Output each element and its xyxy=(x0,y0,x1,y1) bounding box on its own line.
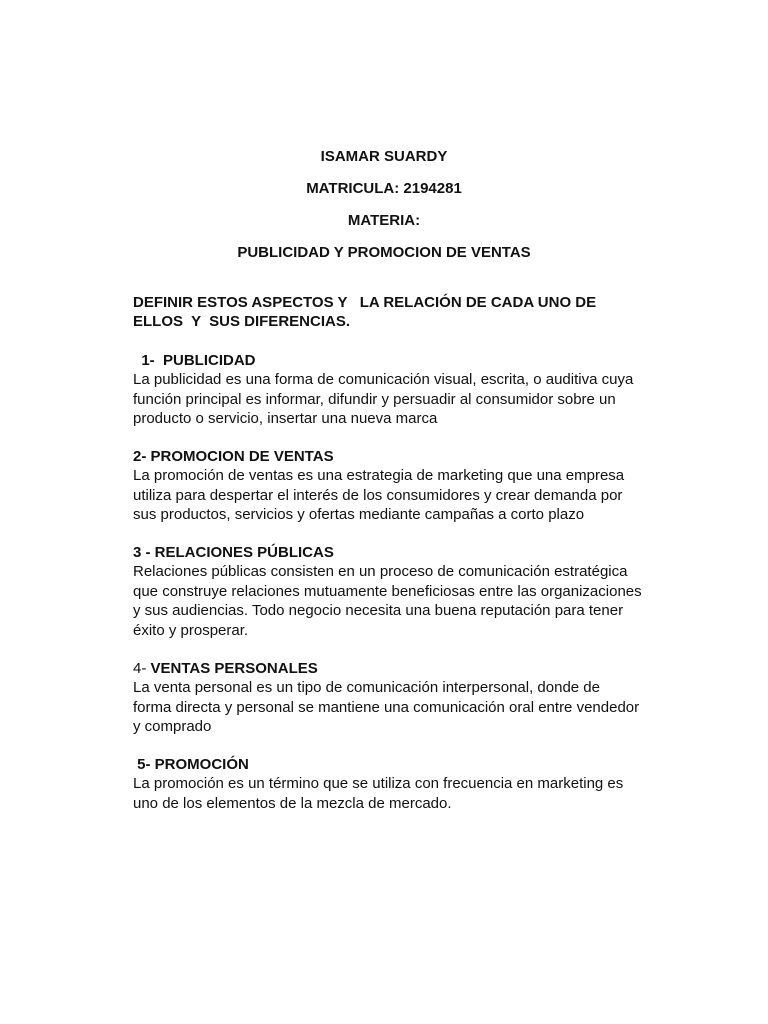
section-heading: 3 - RELACIONES PÚBLICAS xyxy=(133,544,334,561)
instruction-line: ELLOS Y SUS DIFERENCIAS. xyxy=(133,313,350,330)
section-promocion-ventas xyxy=(133,447,653,525)
student-name: ISAMAR SUARDY xyxy=(320,148,448,165)
instruction-heading xyxy=(133,293,653,331)
section-text-line: La venta personal es un tipo de comunicación interpersonal, donde de xyxy=(133,679,600,697)
section-publicidad xyxy=(133,351,653,429)
section-text-line: función principal es informar, difundir y persuadir al consumidor sobre un xyxy=(133,390,616,408)
subject-title: PUBLICIDAD Y PROMOCION DE VENTAS xyxy=(237,244,531,261)
section-text-line: forma directa y personal se mantiene una comunicación oral entre vendedor xyxy=(133,698,640,716)
section-heading-prefix: 4- xyxy=(133,660,151,677)
section-heading-title: VENTAS PERSONALES xyxy=(150,660,318,677)
section-heading: 1- PUBLICIDAD xyxy=(133,352,256,369)
section-text-line: éxito y prosperar. xyxy=(133,621,249,639)
section-heading: 5- PROMOCIÓN xyxy=(133,756,249,773)
subject-label: MATERIA: xyxy=(347,212,421,229)
section-text-line: utiliza para despertar el interés de los consumidores y crear demanda por xyxy=(133,486,623,504)
section-text-line: y sus audiencias. Todo negocio necesita una buena reputación para tener xyxy=(133,602,624,620)
section-text-line: sus productos, servicios y ofertas mediante campañas a corto plazo xyxy=(133,506,585,524)
section-text-line: La publicidad es una forma de comunicación visual, escrita, o auditiva cuya xyxy=(133,371,634,389)
instruction-line: DEFINIR ESTOS ASPECTOS Y LA RELACIÓN DE CADA UNO DE xyxy=(133,294,597,311)
section-text-line: que construye relaciones mutuamente beneficiosas entre las organizaciones xyxy=(133,582,642,600)
section-text-line: y comprado xyxy=(133,718,212,736)
section-heading xyxy=(133,659,653,678)
section-text-line: uno de los elementos de la mezcla de mercado. xyxy=(133,794,452,812)
student-id: MATRICULA: 2194281 xyxy=(306,180,462,197)
section-text-line: La promoción de ventas es una estrategia de marketing que una empresa xyxy=(133,467,625,485)
section-text-line: producto o servicio, insertar una nueva marca xyxy=(133,410,438,428)
section-heading: 2- PROMOCION DE VENTAS xyxy=(133,448,334,465)
section-promocion xyxy=(133,755,653,813)
section-relaciones-publicas xyxy=(133,543,653,640)
section-text-line: La promoción es un término que se utiliza con frecuencia en marketing es xyxy=(133,775,624,793)
section-ventas-personales xyxy=(133,659,653,737)
section-text-line: Relaciones públicas consisten en un proceso de comunicación estratégica xyxy=(133,563,628,581)
